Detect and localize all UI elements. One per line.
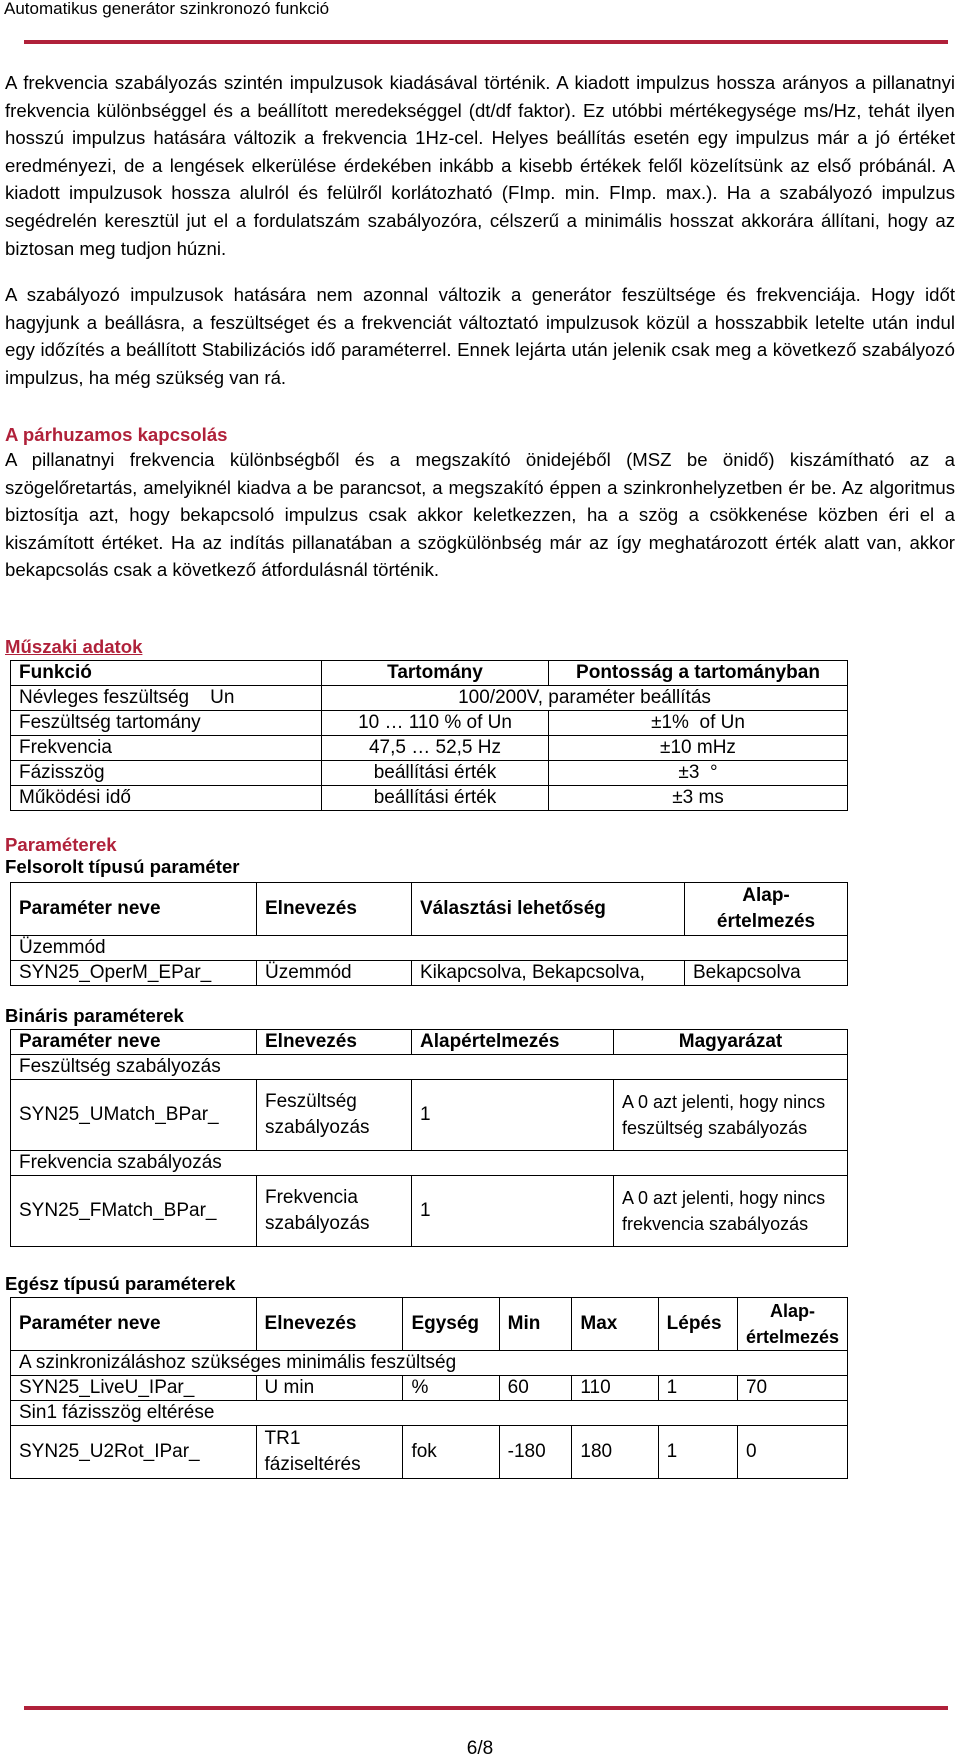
column-header: Elnevezés (257, 883, 412, 936)
table-row (11, 1351, 848, 1376)
table-cell: 70 (737, 1376, 847, 1401)
group-label: Frekvencia szabályozás (11, 1151, 848, 1176)
table-cell: A 0 azt jelenti, hogy nincs frekvencia szabályozás (614, 1176, 848, 1247)
table-cell: 10 … 110 % of Un (322, 711, 549, 736)
technical-data-table (10, 660, 848, 811)
table-cell: fok (403, 1426, 499, 1479)
table-cell: Fázisszög (11, 761, 322, 786)
binary-parameters-table (10, 1029, 848, 1247)
table-cell: -180 (499, 1426, 572, 1479)
paragraph-stabilization (5, 281, 955, 391)
table-row (11, 711, 848, 736)
column-header: Elnevezés (256, 1298, 403, 1351)
table-cell: 1 (412, 1080, 614, 1151)
table-row (11, 736, 848, 761)
paragraph-frequency-control (5, 69, 955, 262)
table-cell: beállítási érték (322, 761, 549, 786)
table-cell: Bekapcsolva (685, 961, 848, 986)
column-header: Lépés (658, 1298, 737, 1351)
table-row (11, 1426, 848, 1479)
table-row (11, 936, 848, 961)
column-header: Paraméter neve (11, 883, 257, 936)
paragraph-text: A pillanatnyi frekvencia különbségből és a megszakító önidejéből (MSZ be önidő) kiszámítható az a szögelőretartás, amelyiknél kiadva a be parancsot, a megszakító éppen a szinkronhelyzetben ér be. Az algoritmus biztosítja azt, hogy bekapcsoló impulzus csak akkor keletkezzen, ha a szög a csökkenése közben éri el a kiszámított értéket. Ha az indítás pillanatában a szögkülönbség már az így meghatározott érték alatt van, akkor bekapcsolás csak a következő átfordulásnál történik. (5, 449, 955, 581)
header-rule (24, 40, 948, 44)
column-header: Tartomány (322, 661, 549, 686)
table-cell: 47,5 … 52,5 Hz (322, 736, 549, 761)
table-row (11, 1080, 848, 1151)
table-cell: A 0 azt jelenti, hogy nincs feszültség szabályozás (614, 1080, 848, 1151)
table-cell: SYN25_U2Rot_IPar_ (11, 1426, 257, 1479)
table-row (11, 1401, 848, 1426)
column-header: Paraméter neve (11, 1030, 257, 1055)
table-cell: ±10 mHz (549, 736, 848, 761)
table-cell: SYN25_UMatch_BPar_ (11, 1080, 257, 1151)
table-cell: 60 (499, 1376, 572, 1401)
footer-rule (24, 1706, 948, 1710)
column-header: Max (572, 1298, 658, 1351)
paragraph-text: A szabályozó impulzusok hatására nem azonnal változik a generátor feszültsége és frekvenciája. Hogy időt hagyjunk a beállásra, a feszültséget és a frekvenciát változtató impulzusok közül a hosszabbik letelte után indul egy időzítés a beállított Stabilizációs idő paraméterrel. Ennek lejárta után jelenik csak meg a következő szabályozó impulzus, ha még szükség van rá. (5, 284, 955, 388)
table-row (11, 1376, 848, 1401)
section-parallel-switching (5, 424, 955, 584)
table-cell: Frekvencia (11, 736, 322, 761)
subsection-heading: Egész típusú paraméterek (5, 1273, 236, 1294)
table-cell: SYN25_OperM_EPar_ (11, 961, 257, 986)
table-cell: Működési idő (11, 786, 322, 811)
integer-parameters-table (10, 1297, 848, 1479)
enum-parameters-table (10, 882, 848, 986)
table-cell: ±3 ms (549, 786, 848, 811)
column-header: Pontosság a tartományban (549, 661, 848, 686)
table-cell: 110 (572, 1376, 658, 1401)
table-cell: 0 (737, 1426, 847, 1479)
table-cell: U min (256, 1376, 403, 1401)
paragraph-text: A frekvencia szabályozás szintén impulzusok kiadásával történik. A kiadott impulzus hossza arányos a pillanatnyi frekvencia különbséggel és a beállított meredekséggel (dt/df faktor). Ez utóbbi mértékegysége ms/Hz, tehát ilyen hosszú impulzus hatására változik a frekvencia 1Hz-cel. Helyes beállítás esetén egy impulzus már a jó értéket eredményezi, de a lengések elkerülése érdekében inkább a kisebb értékek felől közelítsünk az első próbánál. A kiadott impulzusok hossza alulról és felülről korlátozható (FImp. min. FImp. max.). Ha a szabályozó impulzus segédrelén keresztül jut el a fordulatszám szabályozóra, célszerű a minimális hosszat akkorára állítani, hogy az biztosan meg tudjon húzni. (5, 72, 955, 259)
page-number: 6/8 (466, 1738, 494, 1759)
table-row (11, 1176, 848, 1247)
group-label: Feszültség szabályozás (11, 1055, 848, 1080)
column-header: Választási lehetőség (412, 883, 685, 936)
group-label: A szinkronizáláshoz szükséges minimális feszültség (11, 1351, 848, 1376)
table-cell: ±1% of Un (549, 711, 848, 736)
table-cell: Névleges feszültség Un (11, 686, 322, 711)
table-cell: SYN25_LiveU_IPar_ (11, 1376, 257, 1401)
table-cell: 100/200V, paraméter beállítás (322, 686, 848, 711)
table-row (11, 786, 848, 811)
table-cell: Feszültség szabályozás (257, 1080, 412, 1151)
table-row (11, 961, 848, 986)
table-header-row (11, 1030, 848, 1055)
section-heading: A párhuzamos kapcsolás (5, 424, 228, 445)
table-cell: Üzemmód (257, 961, 412, 986)
table-row (11, 686, 848, 711)
table-header-row (11, 661, 848, 686)
column-header: Alap- értelmezés (737, 1298, 847, 1351)
section-technical-data (5, 636, 955, 658)
subsection-heading: Felsorolt típusú paraméter (5, 856, 240, 877)
table-cell: TR1 fáziseltérés (256, 1426, 403, 1479)
section-binary-parameters (5, 1005, 955, 1027)
table-cell: 1 (658, 1376, 737, 1401)
column-header: Alapértelmezés (412, 1030, 614, 1055)
table-cell: Feszültség tartomány (11, 711, 322, 736)
section-integer-parameters (5, 1273, 955, 1295)
table-row (11, 1055, 848, 1080)
column-header: Min (499, 1298, 572, 1351)
table-header-row (11, 883, 848, 936)
column-header: Funkció (11, 661, 322, 686)
section-heading: Műszaki adatok (5, 636, 143, 657)
table-cell: 1 (658, 1426, 737, 1479)
section-parameters (5, 834, 955, 878)
table-cell: beállítási érték (322, 786, 549, 811)
table-cell: 180 (572, 1426, 658, 1479)
document-header-title: Automatikus generátor szinkronozó funkció (4, 0, 330, 18)
group-label: Sin1 fázisszög eltérése (11, 1401, 848, 1426)
table-cell: % (403, 1376, 499, 1401)
group-label: Üzemmód (11, 936, 848, 961)
column-header: Magyarázat (614, 1030, 848, 1055)
table-cell: Kikapcsolva, Bekapcsolva, (412, 961, 685, 986)
table-cell: ±3 ° (549, 761, 848, 786)
table-cell: 1 (412, 1176, 614, 1247)
table-cell: Frekvencia szabályozás (257, 1176, 412, 1247)
column-header: Paraméter neve (11, 1298, 257, 1351)
column-header: Alap- értelmezés (685, 883, 848, 936)
subsection-heading: Bináris paraméterek (5, 1005, 184, 1026)
table-row (11, 761, 848, 786)
column-header: Egység (403, 1298, 499, 1351)
table-row (11, 1151, 848, 1176)
column-header: Elnevezés (257, 1030, 412, 1055)
table-cell: SYN25_FMatch_BPar_ (11, 1176, 257, 1247)
section-heading: Paraméterek (5, 834, 117, 855)
table-header-row (11, 1298, 848, 1351)
